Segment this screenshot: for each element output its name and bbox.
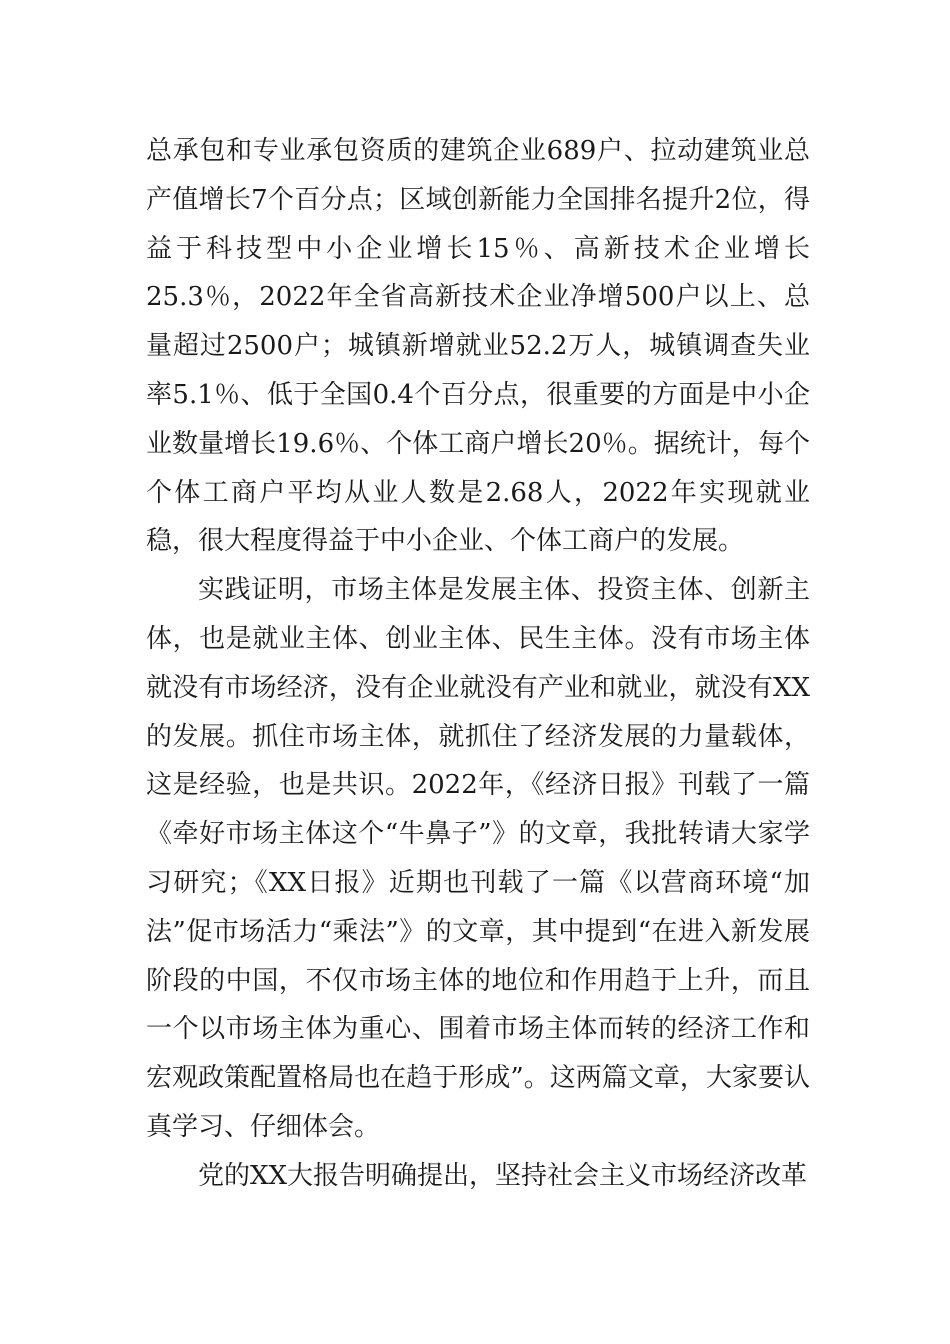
document-body bbox=[146, 127, 810, 1201]
paragraph-party-congress-report: 党的XX大报告明确提出，坚持社会主义市场经济改革 bbox=[198, 1160, 808, 1191]
paragraph-construction-innovation-employment: 总承包和专业承包资质的建筑企业689户、拉动建筑业总产值增长7个百分点；区域创新能力全国排名提升2位，得益于科技型中小企业增长15％、高新技术企业增长25.3％，2022年全省高新技术企业净增500户以上、总量超过2500户；城镇新增就业52.2万人，城镇调查失业率5.1％、低于全国0.4个百分点，很重要的方面是中小企业数量增长19.6％、个体工商户增长20％。据统计，每个个体工商户平均从业人数是2.68人，2022年实现就业稳，很大程度得益于中小企业、个体工商户的发展。 bbox=[146, 136, 810, 557]
paragraph-market-entities-practice: 实践证明，市场主体是发展主体、投资主体、创新主体，也是就业主体、创业主体、民生主体。没有市场主体就没有市场经济，没有企业就没有产业和就业，就没有XX的发展。抓住市场主体，就抓住了经济发展的力量载体，这是经验，也是共识。2022年，《经济日报》刊载了一篇《牵好市场主体这个“牛鼻子”》的文章，我批转请大家学习研究；《XX日报》近期也刊载了一篇《以营商环境“加法”促市场活力“乘法”》的文章，其中提到“在进入新发展阶段的中国，不仅市场主体的地位和作用趋于上升，而且一个以市场主体为重心、围着市场主体而转的经济工作和宏观政策配置格局也在趋于形成”。这两篇文章，大家要认真学习、仔细体会。 bbox=[146, 575, 810, 1142]
